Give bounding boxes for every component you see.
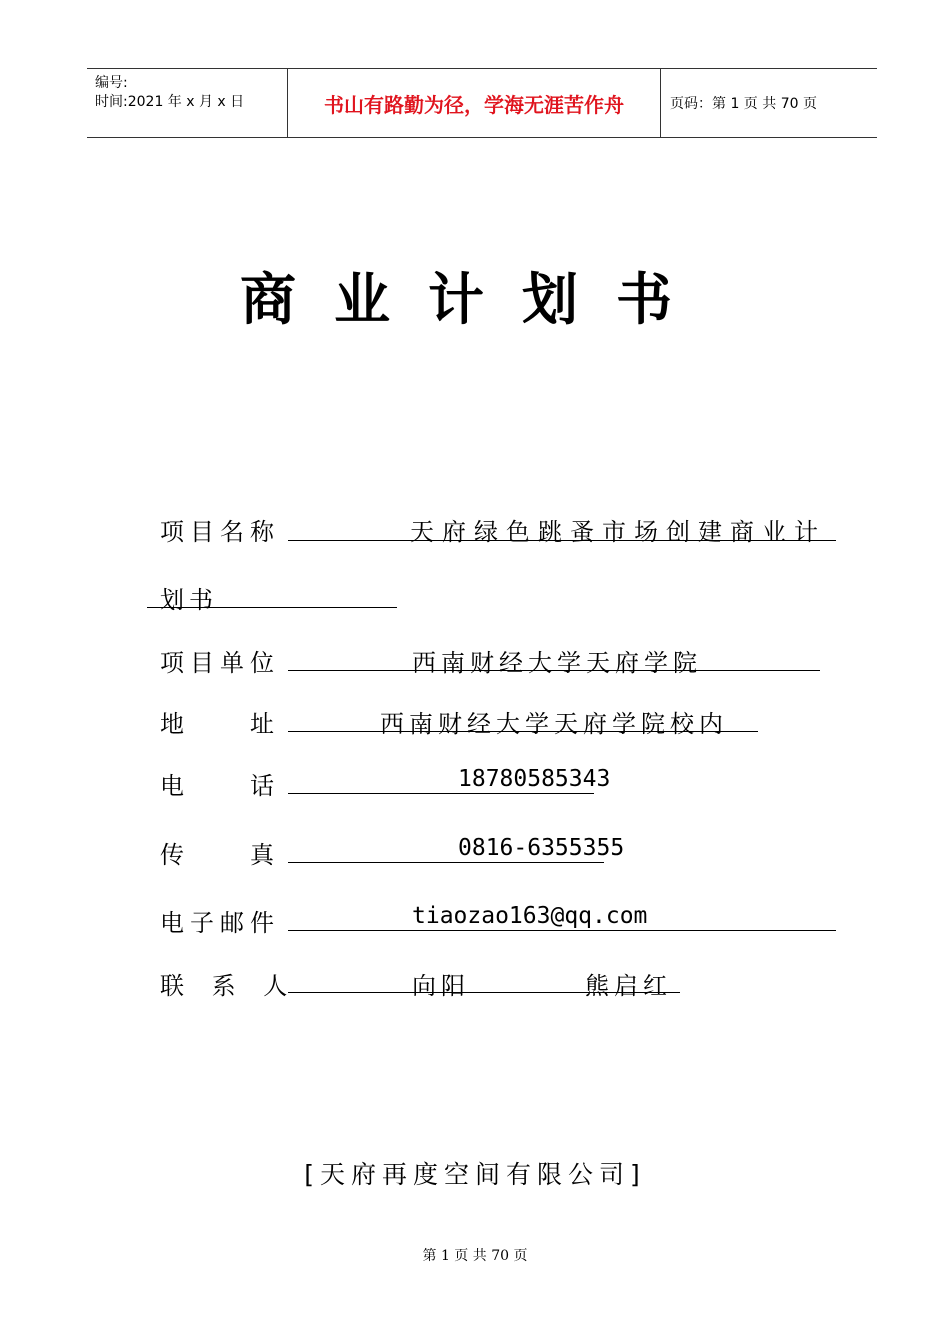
page-footer: 第 1 页 共 70 页 [422, 1248, 528, 1264]
time-label: 时间:2021 年 x 月 x 日 [95, 94, 245, 110]
document-title: 商业计划书 [240, 268, 710, 333]
field-value: 18780585343 [458, 766, 611, 792]
page-header [87, 68, 877, 138]
field-label: 联 系 人 [160, 972, 298, 1000]
header-divider [660, 69, 661, 137]
field-value: 西南财经大学天府学院 [412, 649, 702, 677]
field-label: 项目名称 [160, 518, 280, 546]
field-label: 电子邮件 [160, 909, 280, 937]
field-value: 西南财经大学天府学院校内 [380, 710, 728, 738]
field-label: 电 话 [160, 772, 280, 800]
field-underline [288, 862, 604, 863]
field-value-contact-2: 熊启红 [585, 972, 672, 1000]
field-value-contact-1: 向阳 [412, 972, 470, 1000]
header-motto: 书山有路勤为径，学海无涯苦作舟 [324, 92, 624, 117]
field-value: 天府绿色跳蚤市场创建商业计 [410, 518, 826, 546]
field-label: 传 真 [160, 841, 280, 869]
field-value-continued: 划书 [160, 586, 218, 614]
header-page-info: 页码：第 1 页 共 70 页 [670, 96, 817, 112]
field-value: 0816-6355355 [458, 835, 625, 861]
field-underline [288, 930, 836, 931]
field-value: tiaozao163@qq.com [412, 903, 648, 929]
company-name: [天府再度空间有限公司] [304, 1160, 646, 1189]
field-label: 地 址 [160, 710, 280, 738]
field-underline [288, 793, 594, 794]
number-label: 编号: [95, 75, 128, 91]
header-meta [87, 69, 287, 137]
field-label: 项目单位 [160, 649, 280, 677]
field-underline [147, 607, 397, 608]
